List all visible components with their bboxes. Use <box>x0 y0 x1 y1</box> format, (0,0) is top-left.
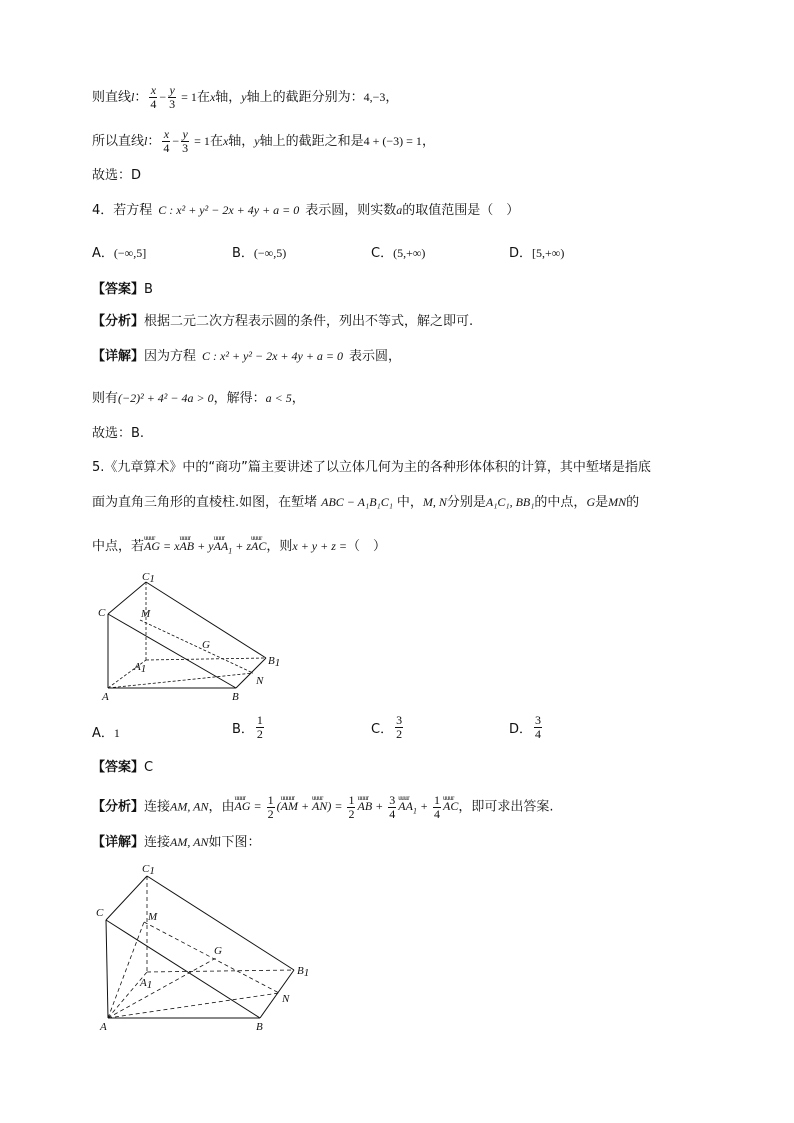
question-4-stem: 4．若方程 C : x² + y² − 2x + 4y + a = 0 表示圆，则实数a的取值范围是（ ） <box>92 203 520 218</box>
intercept-sum: 4 + (−3) = 1 <box>363 134 422 148</box>
label-n: N <box>256 675 264 687</box>
q4-detail: 【详解】因为方程 C : x² + y² − 2x + 4y + a = 0 表示圆， <box>92 349 402 364</box>
q5-option-c: C． $\frac{3}{2}$ <box>371 713 403 741</box>
label-b1: B1 <box>268 655 281 669</box>
vector-decomposition: uuur AG = $\frac{1}{2}$ (uuuur AM + uuur AN) = $\frac{1}{2}$ uuur AB + $\frac{3}{4}$ uuur $AA_1$ + $\frac{1}{4}$ uuur AC <box>235 799 459 813</box>
label-c: C <box>96 907 104 919</box>
vector-equation: uuur AG = xuuur AB + yuuur $AA_1$ + zuuur AC <box>144 539 266 553</box>
q4-option-b: B．(−∞,5) <box>232 246 287 261</box>
label-a1: A1 <box>134 661 147 675</box>
text: 轴， <box>215 90 242 105</box>
label-c1: C1 <box>142 863 155 877</box>
q5-option-d: D． $\frac{3}{4}$ <box>509 713 542 741</box>
label-b: B <box>232 691 239 702</box>
q4-analysis: 【分析】根据二元二次方程表示圆的条件，列出不等式，解之即可. <box>92 314 474 329</box>
q5-detail: 【详解】连接AM, AN如下图： <box>92 835 261 850</box>
text: 轴上的截距分别为： <box>246 90 364 105</box>
label-a: A <box>102 691 109 702</box>
solution-line-2: 所以直线l： $\frac{x}{4}$ − $\frac{y}{3}$ = 1在x轴，y轴上的截距之和是4 + (−3) = 1， <box>92 127 435 155</box>
question-5-stem-2: 面为直角三角形的直棱柱.如图，在堑堵 ABC − A₁B₁C₁ 中，M, N分别是A₁C₁, BB₁的中点，G是MN的 <box>92 495 640 510</box>
q5-option-b: B． $\frac{1}{2}$ <box>232 713 263 741</box>
circle-equation: C : x² + y² − 2x + 4y + a = 0 <box>158 203 300 217</box>
q4-inequality: 则有(−2)² + 4² − 4a > 0，解得：a < 5， <box>92 391 305 406</box>
question-5-stem-1: 5.《九章算术》中的“商功”篇主要讲述了以立体几何为主的各种形体体积的计算，其中堑堵是指底 <box>92 460 651 475</box>
label-a: A <box>100 1021 107 1033</box>
q4-option-a: A．(−∞,5] <box>92 246 147 261</box>
fraction-x-4: $\frac{x}{4}$ <box>163 127 170 155</box>
text: 在 <box>196 90 210 105</box>
prism-figure-2 <box>92 860 332 1035</box>
prism-figure-1 <box>96 572 296 702</box>
label-b1: B1 <box>297 965 310 979</box>
q4-choose: 故选：B. <box>92 426 145 441</box>
q5-answer: 【答案】C <box>92 760 154 775</box>
label-a1: A1 <box>140 977 153 991</box>
text: 所以直线 <box>92 134 145 149</box>
solution-line-1: 则直线l： $\frac{x}{4}$ − $\frac{y}{3}$ = 1在x轴，y轴上的截距分别为：4,−3， <box>92 83 399 111</box>
label-m: M <box>141 608 151 620</box>
label-c: C <box>98 607 106 619</box>
q4-answer: 【答案】B <box>92 282 153 297</box>
var-l: l <box>131 90 135 104</box>
fraction-y-3: $\frac{y}{3}$ <box>169 83 176 111</box>
fraction-x-4: $\frac{x}{4}$ <box>150 83 157 111</box>
label-g: G <box>214 945 222 957</box>
label-g: G <box>202 639 210 651</box>
label-n: N <box>282 993 290 1005</box>
fraction-y-3: $\frac{y}{3}$ <box>182 127 189 155</box>
label-b: B <box>256 1021 263 1033</box>
label-c1: C1 <box>142 572 155 585</box>
q4-option-c: C．(5,+∞) <box>371 246 426 261</box>
q4-option-d: D．[5,+∞) <box>509 246 565 261</box>
q5-analysis: 【分析】连接AM, AN，由uuur AG = $\frac{1}{2}$ (uuuur AM + uuur AN) = $\frac{1}{2}$ uuur AB + $\frac{3}{4}$ uuur $AA_1$ + $\frac{1}{4}$ uuur AC，即可求出答案. <box>92 794 554 822</box>
label-m: M <box>148 911 158 923</box>
intercept-values: 4,−3 <box>363 90 386 104</box>
q5-option-a: A．1 <box>92 726 120 741</box>
question-5-stem-3: 中点，若uuur AG = xuuur AB + yuuur $AA_1$ + zuuur AC，则x + y + z =（ ） <box>92 536 386 561</box>
solution-line-3: 故选：D <box>92 168 142 183</box>
text: 则直线 <box>92 90 132 105</box>
